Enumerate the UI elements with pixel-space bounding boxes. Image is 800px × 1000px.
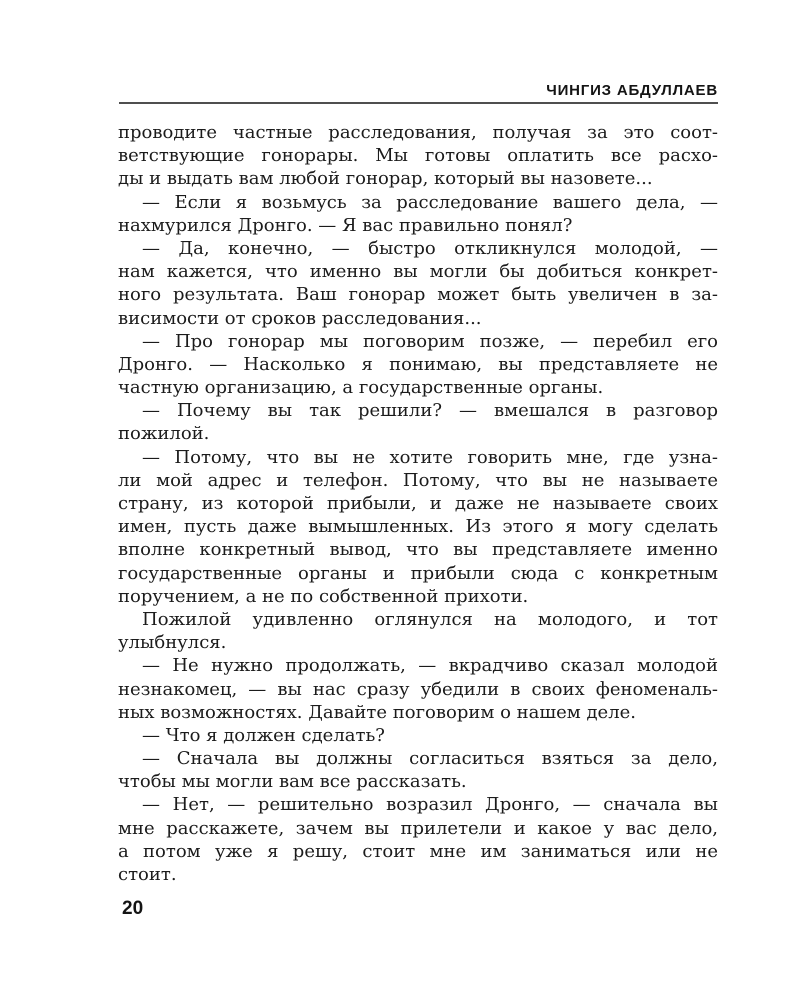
text-line: — Нет, — решительно возразил Дронго, — сначала вы [142, 794, 718, 816]
author-name: ЧИНГИЗ АБДУЛЛАЕВ [546, 82, 718, 99]
text-line: ного результата. Ваш гонорар может быть увеличен в за- [118, 284, 718, 306]
text-line: нахмурился Дронго. — Я вас правильно понял? [118, 214, 573, 236]
paragraph [118, 654, 718, 724]
paragraph [118, 608, 718, 654]
paragraph [118, 446, 718, 608]
paragraph [118, 724, 718, 747]
paragraph [118, 237, 718, 330]
text-line: улыбнулся. [118, 632, 227, 654]
text-line: висимости от сроков расследования... [118, 307, 482, 329]
header-rule [119, 102, 718, 104]
text-line: чтобы мы могли вам все рассказать. [118, 771, 467, 793]
text-line: страну, из которой прибыли, и даже не называете своих [118, 493, 718, 514]
paragraph [118, 399, 718, 445]
text-line: частную организацию, а государственные органы. [118, 377, 604, 399]
paragraph [118, 191, 718, 237]
text-line: — Сначала вы должны согласиться взяться за дело, [142, 748, 718, 770]
text-line: ды и выдать вам любой гонорар, который вы назовете... [118, 168, 653, 190]
text-line: — Да, конечно, — быстро откликнулся молодой, — [142, 237, 718, 259]
page-number: 20 [122, 898, 144, 919]
text-line: ветствующие гонорары. Мы готовы оплатить все расхо- [118, 145, 718, 167]
text-line: нам кажется, что именно вы могли бы добиться конкрет- [118, 261, 718, 283]
text-line: незнакомец, — вы нас сразу убедили в своих феноменаль- [118, 678, 718, 700]
paragraph [118, 747, 718, 793]
paragraph [118, 121, 718, 191]
text-line: мне расскажете, зачем вы прилетели и какое у вас дело, [118, 817, 718, 839]
page-text [118, 121, 718, 886]
text-line: ли мой адрес и телефон. Потому, что вы не называете [118, 469, 718, 491]
text-line: вполне конкретный вывод, что вы представляете именно [118, 539, 718, 561]
text-line: ных возможностях. Давайте поговорим о нашем деле. [118, 701, 637, 723]
text-line: государственные органы и прибыли сюда с конкретным [118, 562, 718, 584]
text-line: проводите частные расследования, получая за это соот- [118, 122, 718, 143]
text-line: — Про гонорар мы поговорим позже, — перебил его [142, 330, 718, 352]
text-line: имен, пусть даже вымышленных. Из этого я могу сделать [118, 516, 718, 538]
text-line: поручением, а не по собственной прихоти. [118, 585, 529, 607]
paragraph [118, 793, 718, 886]
text-line: — Что я должен сделать? [142, 724, 385, 746]
text-line: — Не нужно продолжать, — вкрадчиво сказал молодой [142, 655, 718, 677]
paragraph [118, 330, 718, 400]
text-line: пожилой. [118, 423, 210, 445]
text-line: — Почему вы так решили? — вмешался в разговор [142, 400, 718, 422]
running-header [118, 82, 718, 99]
text-line: — Потому, что вы не хотите говорить мне, где узна- [142, 446, 718, 468]
text-line: Пожилой удивленно оглянулся на молодого, и тот [142, 608, 718, 630]
text-line: — Если я возьмусь за расследование вашего дела, — [142, 191, 718, 213]
text-line: стоит. [118, 864, 177, 885]
text-line: а потом уже я решу, стоит мне им заниматься или не [118, 840, 718, 862]
text-line: Дронго. — Насколько я понимаю, вы представляете не [118, 353, 718, 375]
